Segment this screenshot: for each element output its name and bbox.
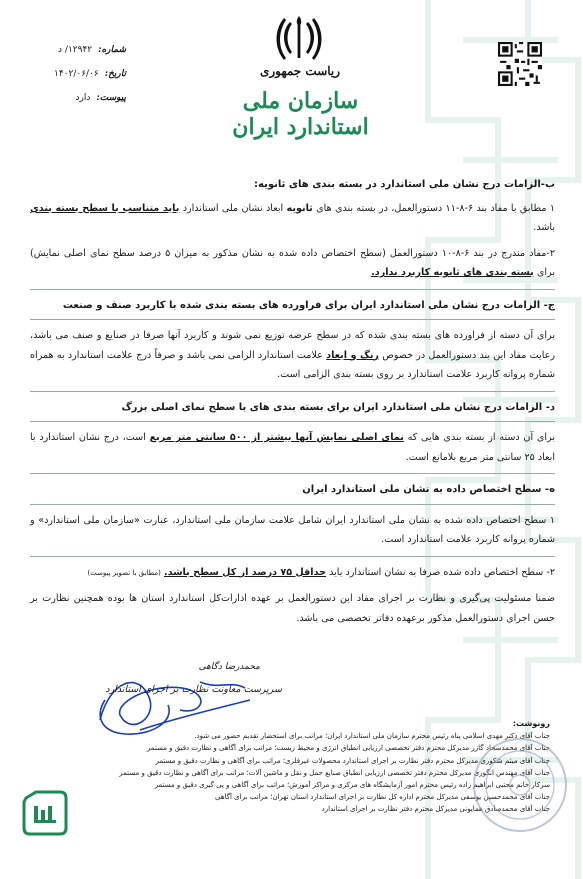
divider: [30, 556, 555, 557]
cc-item: جناب آقای محمدحسین یوسفی مدیرکل محترم اداره کل نظارت بر اجرای استاندارد استان تهران؛ مراتب برای آگاهی: [215, 793, 550, 802]
section-d-heading: د- الزامات درج نشان ملی استاندارد ایران برای بسته بندی های با سطح نمای اصلی بزرگ: [121, 401, 555, 413]
b2-text-a: ۲-مفاد مندرج در بند ۶-۸-۱۰ دستورالعمل (سطح اختصاص داده شده به نشان مذکور به میزان ۵ درصد سطح نمای اصلی نمایش) برای: [30, 247, 555, 278]
presidency-label: ریاست جمهوری: [259, 64, 341, 78]
letter-meta: [28, 38, 126, 110]
meta-number-row: [28, 38, 126, 62]
date-label: تاریخ:: [104, 69, 126, 79]
number-label: شماره:: [98, 45, 126, 55]
qr-code-icon[interactable]: [498, 42, 542, 86]
meta-date-row: [28, 62, 126, 86]
e2-text-c: (مطابق با تصویر پیوست): [87, 568, 161, 577]
cc-item: جناب آقای مهندس انگوری مدیرکل محترم دفتر تخصصی ارزیابی انطباق صنایع حمل و نقل و ماشین آلات؛ مراتب برای آگاهی و نظارت دقیق و مستمر: [119, 768, 550, 777]
d1-text-b: نمای اصلی نمایش آنها بیشتر از ۵۰۰ سانتی متر مربع: [149, 432, 404, 443]
signatory-title: سرپرست معاونت نظارت بر اجرای استاندارد: [105, 684, 282, 695]
c1-text-c: علامت استاندارد الزامی نمی باشد و صرفاً درج علامت استاندارد به همراه شماره پروانه کاربرد علامت استاندارد بر روی بسته بندی الزامی است.: [30, 349, 555, 380]
d1-text-a: برای آن دسته از بسته بندی هایی که: [407, 432, 555, 443]
b1-text-c: ابعاد نشان ملی استاندارد: [182, 202, 284, 214]
divider: [30, 391, 555, 392]
attachment-label: پیوست:: [96, 93, 126, 103]
b1-text-d: باید متناسب با سطح بسته بندی: [30, 202, 180, 214]
d1-text-c: است، درج نشان استاندارد با ابعاد ۲۵ سانتی متر مربع بلامانع است.: [30, 432, 555, 463]
cc-item: سرکار خانم مجتبی ابراهیم زاده رئیس محترم امور آزمایشگاه های مرکزی و مراکز آموزش؛ مراتب برای آگاهی و پی گیری دقیق و مستمر: [154, 781, 550, 790]
letter-body: [30, 172, 555, 634]
section-c-item-1: [30, 326, 555, 385]
closing-paragraph: ضمنا مسئولیت پی‌گیری و نظارت بر اجرای مفاد این دستورالعمل بر عهده ادارات‌کل استاندارد استان ها بوده همچنین نظارت بر حسن اجرای دستورالعمل مذکور برعهده دفاتر تخصصی می باشد.: [30, 593, 555, 624]
section-e-heading: ه- سطح اختصاص داده به نشان ملی استاندارد ایران: [302, 484, 555, 495]
e2-text-b: حداقل ۷۵ درصد از کل سطح باشد.: [163, 566, 327, 578]
cc-item: جناب آقای محمدسجاد گازر مدیرکل محترم دفتر تخصصی ارزیابی انطباق انرژی و محیط زیست؛ مراتب برای آگاهی و نظارت دقیق و مستمر: [146, 744, 550, 753]
divider: [30, 421, 555, 422]
e2-text-a: ۲- سطح اختصاص داده شده صرفا به نشان استاندارد باید: [329, 566, 555, 578]
section-c-heading: ج- الزامات درج نشان ملی استاندارد ایران برای فراورده های بسته بندی شده با کاربرد صنف و صنعت: [62, 299, 555, 311]
number-value: ۱۲۹۴۲/ د: [58, 45, 93, 55]
b1-text-e: باشد.: [533, 222, 555, 233]
cc-title: رونوشت:: [512, 719, 550, 728]
divider: [30, 319, 555, 320]
b1-text-a: ۱ مطابق با مفاد بند ۶-۸-۱۱ دستورالعمل، در بسته بندی های: [316, 202, 555, 214]
section-d-item-1: [30, 428, 555, 467]
cc-item: جناب آقای میثم شکوری مدیرکل محترم دفتر نظارت بر اجرای استاندارد محصولات غیرفلزی؛ مراتب برای آگاهی و نظارت دقیق و مستمر: [155, 756, 550, 765]
b1-text-b: ثانویه: [286, 202, 313, 214]
b2-text-b: بسته بندی های ثانویه کاربرد ندارد.: [371, 267, 534, 278]
signatory-name: محمدرضا دگاهی: [198, 662, 260, 672]
section-e-item-1: ۱ سطح اختصاص داده شده به نشان ملی استاندارد ایران شامل علامت سازمان ملی استاندارد، عبارت «سازمان ملی استاندارد» و شماره پروانه کاربرد علامت استاندارد است.: [30, 514, 555, 545]
section-b-item-2: [30, 244, 555, 283]
section-b-item-1: [30, 199, 555, 238]
standard-logo-icon: [22, 790, 68, 836]
section-e-item-2: [30, 563, 555, 584]
iran-emblem-icon: [276, 14, 322, 62]
date-value: ۱۴۰۲/۰۶/۰۶: [54, 69, 99, 79]
cc-item: جناب آقای دکتر مهدی اسلامی پناه رئیس محترم سازمان ملی استاندارد ایران؛ مراتب برای استحضار تقدیم حضور می شود.: [194, 732, 550, 741]
divider: [30, 504, 555, 505]
meta-attachment-row: [28, 86, 126, 110]
section-b-heading: ب-الزامات درج نشان ملی استاندارد در بسته بندی های ثانویه:: [254, 179, 555, 190]
organization-name: سازمان ملی استاندارد ایران: [232, 88, 369, 140]
cc-item: جناب آقای محمدصادق همایونی مدیرکل محترم دفتر نظارت بر اجرای استاندارد: [321, 805, 550, 814]
divider: [30, 473, 555, 474]
c1-text-a: برای آن دسته از فراورده های بسته بندی شده که در سطح عرضه توزیع نمی شوند و کاربرد آنها صرفا در صنایع و صنف می باشد، رعایت مفاد این بند دستورالعمل در خصوص: [30, 330, 555, 361]
attachment-value: دارد: [75, 93, 91, 103]
official-stamp-icon: [470, 735, 570, 835]
c1-text-b: رنگ و ابعاد: [326, 349, 379, 361]
divider: [30, 289, 555, 290]
